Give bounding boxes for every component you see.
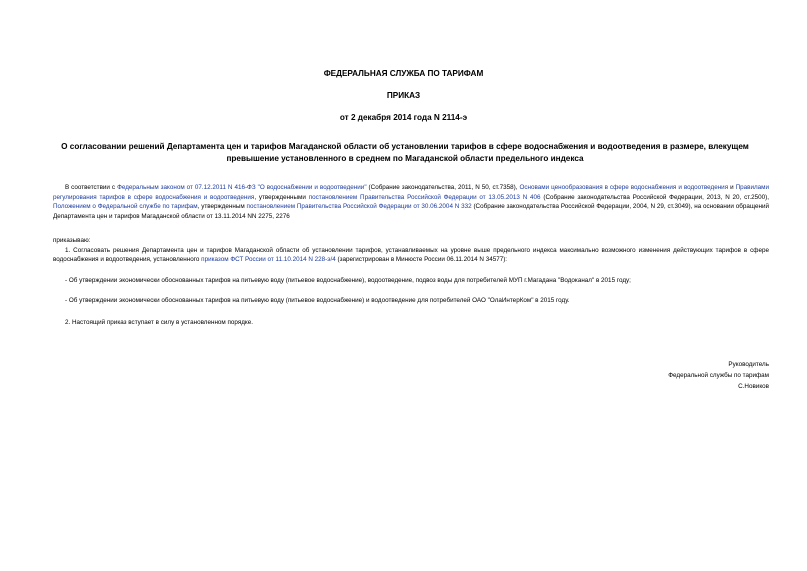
pricing-basics-link[interactable]: Основами ценообразования в сфере водоснабжения и водоотведения — [519, 184, 729, 191]
preamble-text: В соответствии с — [65, 184, 118, 191]
preamble-text: , утвержденным — [197, 203, 247, 211]
order-word: приказываю: — [53, 237, 91, 244]
bullet-2-text: - Об утверждении экономически обоснованных тарифов на питьевую воду (питьевое водоснабжение) и водоотведение для потребителей ОАО "ОлаИнтерКом" в 2015 году. — [65, 297, 570, 304]
bullet-1-text: - Об утверждении экономически обоснованных тарифов на питьевую воду (питьевое водоснабжение), водоотведение, подвоз воды для потребителей МУП г.Магадана "Водоканал" в 2015 году; — [65, 277, 631, 284]
preamble-text: , утвержденными — [254, 193, 309, 201]
item-2-text: 2. Настоящий приказ вступает в силу в установленном порядке. — [65, 319, 254, 326]
signature-position: Руководитель — [728, 361, 769, 368]
doc-type-heading: ПРИКАЗ — [386, 91, 421, 100]
fst-order-228-link[interactable]: приказом ФСТ России от 11.10.2014 N 228-э/4 — [201, 256, 336, 264]
item-1 — [53, 246, 769, 265]
fst-regulation-link[interactable]: Положением о Федеральной службе по тарифам — [53, 203, 198, 211]
bullet-2 — [53, 296, 769, 306]
preamble-paragraph — [53, 183, 769, 222]
preamble-text: (Собрание законодательства Российской Федерации, 2013, N 20, ст.2500), — [540, 193, 770, 201]
order-paragraph — [53, 236, 769, 265]
date-number-heading: от 2 декабря 2014 года N 2114-э — [339, 113, 468, 122]
signature-name: С.Новиков — [738, 383, 769, 390]
agency-heading: ФЕДЕРАЛЬНАЯ СЛУЖБА ПО ТАРИФАМ — [323, 69, 484, 78]
law-416-link[interactable]: Федеральным законом от 07.12.2011 N 416-ФЗ "О водоснабжении и водоотведении" — [117, 184, 367, 191]
preamble-text: и — [728, 184, 736, 191]
tariff-rules-link[interactable]: Правилами регулирования тарифов в сфере водоснабжения и водоотведения — [53, 184, 770, 201]
decree-406-link[interactable]: постановлением Правительства Российской Федерации от 13.05.2013 N 406 — [308, 193, 541, 201]
item-1-text: 1. Согласовать решения Департамента цен и тарифов Магаданской области об установлении тарифов, устанавливаемых на уровне выше предельного индекса максимально возможного изменения действующих тарифов в сфере водоснабжения и водоотведения, установленного — [53, 246, 769, 264]
signature-block — [668, 359, 769, 392]
preamble-text: (Собрание законодательства, 2011, N 50, ст.7358), — [366, 184, 520, 191]
preamble-text: (Собрание законодательства Российской Федерации, 2004, N 29, ст.3049), на основании обращений Департамента цен и тарифов Магаданской области от 13.11.2014 NN 2275, 2276 — [53, 203, 769, 221]
decree-332-link[interactable]: постановлением Правительства Российской Федерации от 30.06.2004 N 332 — [246, 203, 472, 211]
item-2 — [53, 318, 769, 328]
item-1-text: (зарегистрирован в Минюсте России 06.11.2014 N 34577): — [335, 256, 508, 264]
bullet-1 — [53, 276, 769, 286]
document-title: О согласовании решений Департамента цен и тарифов Магаданской области об установлении тарифов в сфере водоснабжения и водоотведения в размере, влекущем превышение установленного в среднем по Магаданской области предельного индекса — [61, 142, 749, 163]
signature-agency: Федеральной службы по тарифам — [668, 372, 769, 379]
